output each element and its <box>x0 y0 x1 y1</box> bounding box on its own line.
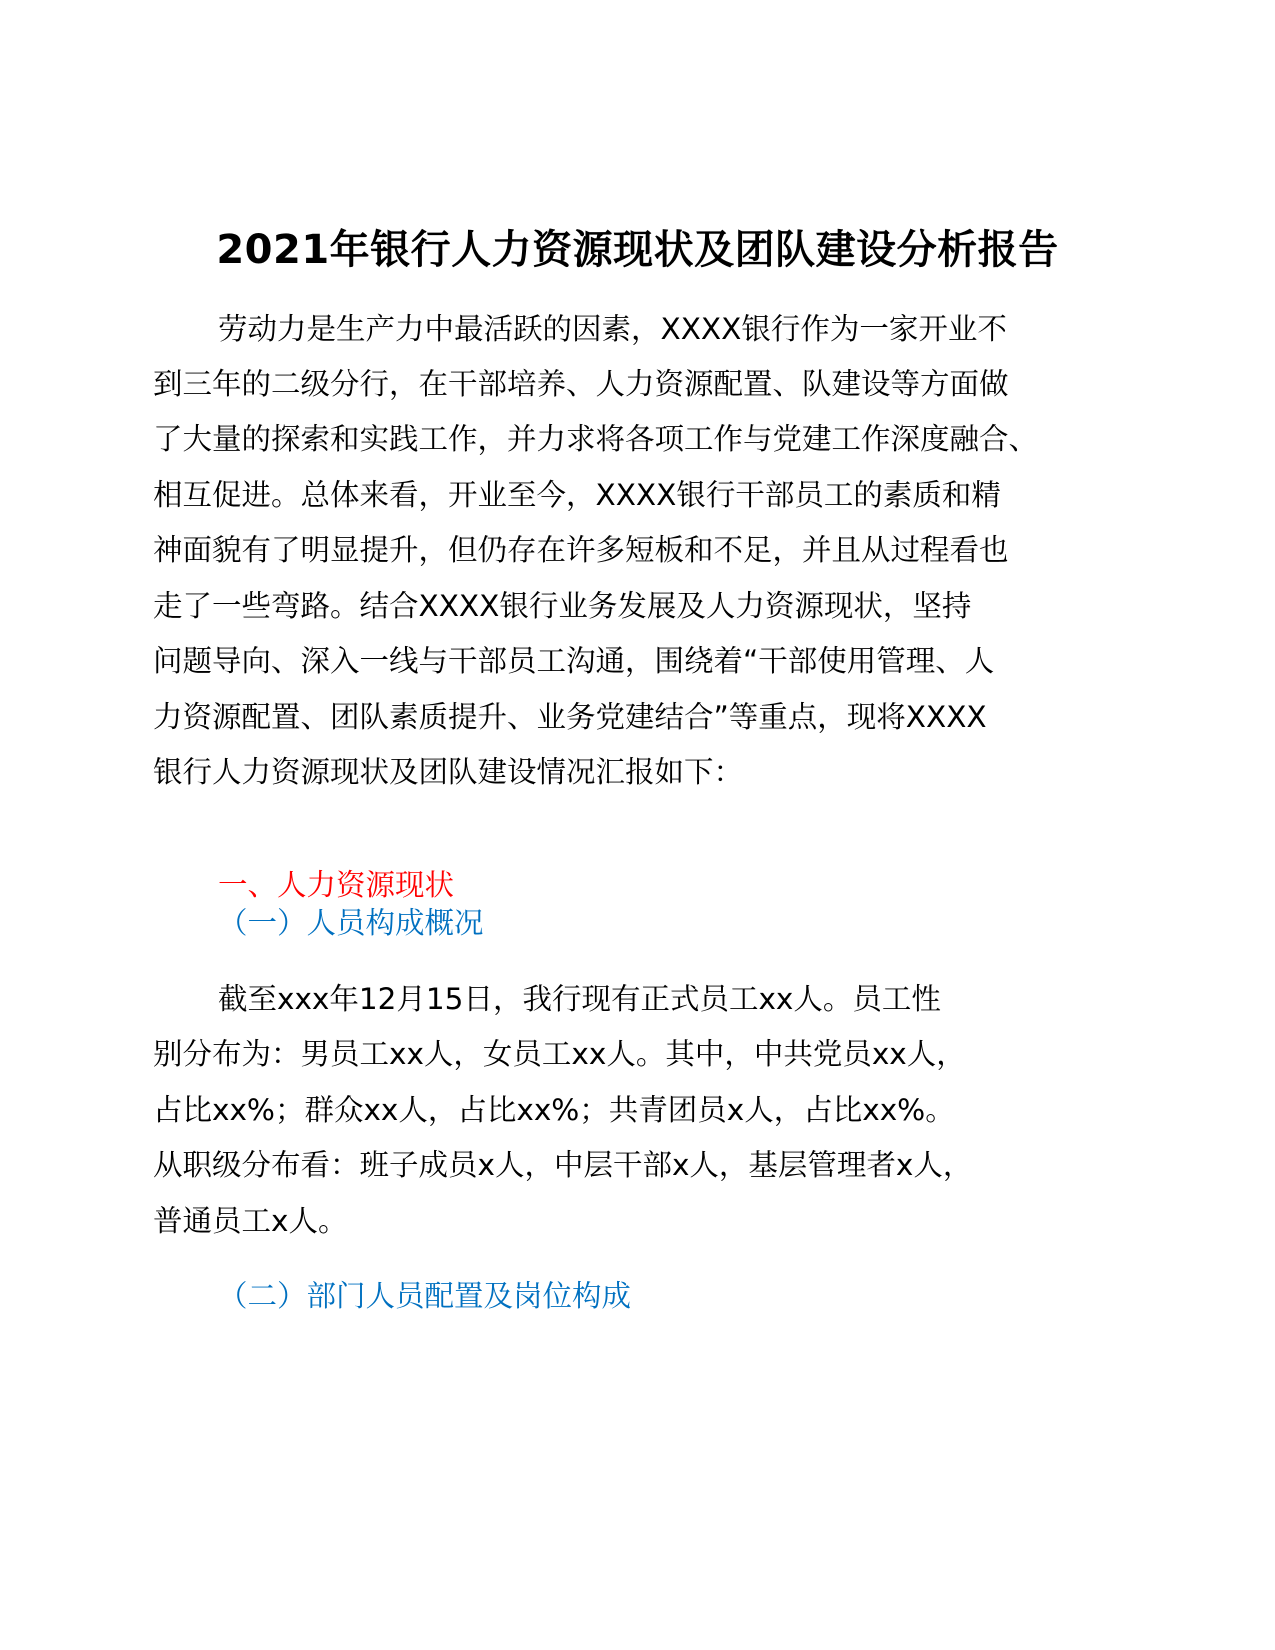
subsection1-line-4: 从职级分布看：班子成员x人，中层干部x人，基层管理者x人， <box>153 1148 973 1182</box>
subsection1-line-3: 占比xx%；群众xx人，占比xx%；共青团员x人，占比xx%。 <box>153 1093 955 1127</box>
subsection1-line-1: 截至xxx年12月15日，我行现有正式员工xx人。员工性 <box>218 982 941 1016</box>
subsection-heading-1: （一）人员构成概况 <box>218 906 484 940</box>
subsection-heading-2: （二）部门人员配置及岗位构成 <box>218 1279 632 1313</box>
intro-line-5: 神面貌有了明显提升，但仍存在许多短板和不足，并且从过程看也 <box>153 533 1009 567</box>
intro-line-6: 走了一些弯路。结合XXXX银行业务发展及人力资源现状，坚持 <box>153 589 972 623</box>
subsection1-line-5: 普通员工x人。 <box>153 1204 348 1238</box>
intro-line-3: 了大量的探索和实践工作，并力求将各项工作与党建工作深度融合、 <box>153 422 1039 456</box>
intro-line-2: 到三年的二级分行，在干部培养、人力资源配置、队建设等方面做 <box>153 367 1009 401</box>
intro-line-4: 相互促进。总体来看，开业至今，XXXX银行干部员工的素质和精 <box>153 478 1001 512</box>
intro-line-7: 问题导向、深入一线与干部员工沟通，围绕着“干部使用管理、人 <box>153 644 995 678</box>
intro-line-1: 劳动力是生产力中最活跃的因素，XXXX银行作为一家开业不 <box>218 312 1007 346</box>
document-title: 2021年银行人力资源现状及团队建设分析报告 <box>216 227 1059 273</box>
subsection1-line-2: 别分布为：男员工xx人，女员工xx人。其中，中共党员xx人， <box>153 1037 966 1071</box>
section-heading-1: 一、人力资源现状 <box>218 868 455 902</box>
intro-line-8: 力资源配置、团队素质提升、业务党建结合”等重点，现将XXXX <box>153 700 987 734</box>
intro-line-9: 银行人力资源现状及团队建设情况汇报如下： <box>153 755 744 789</box>
